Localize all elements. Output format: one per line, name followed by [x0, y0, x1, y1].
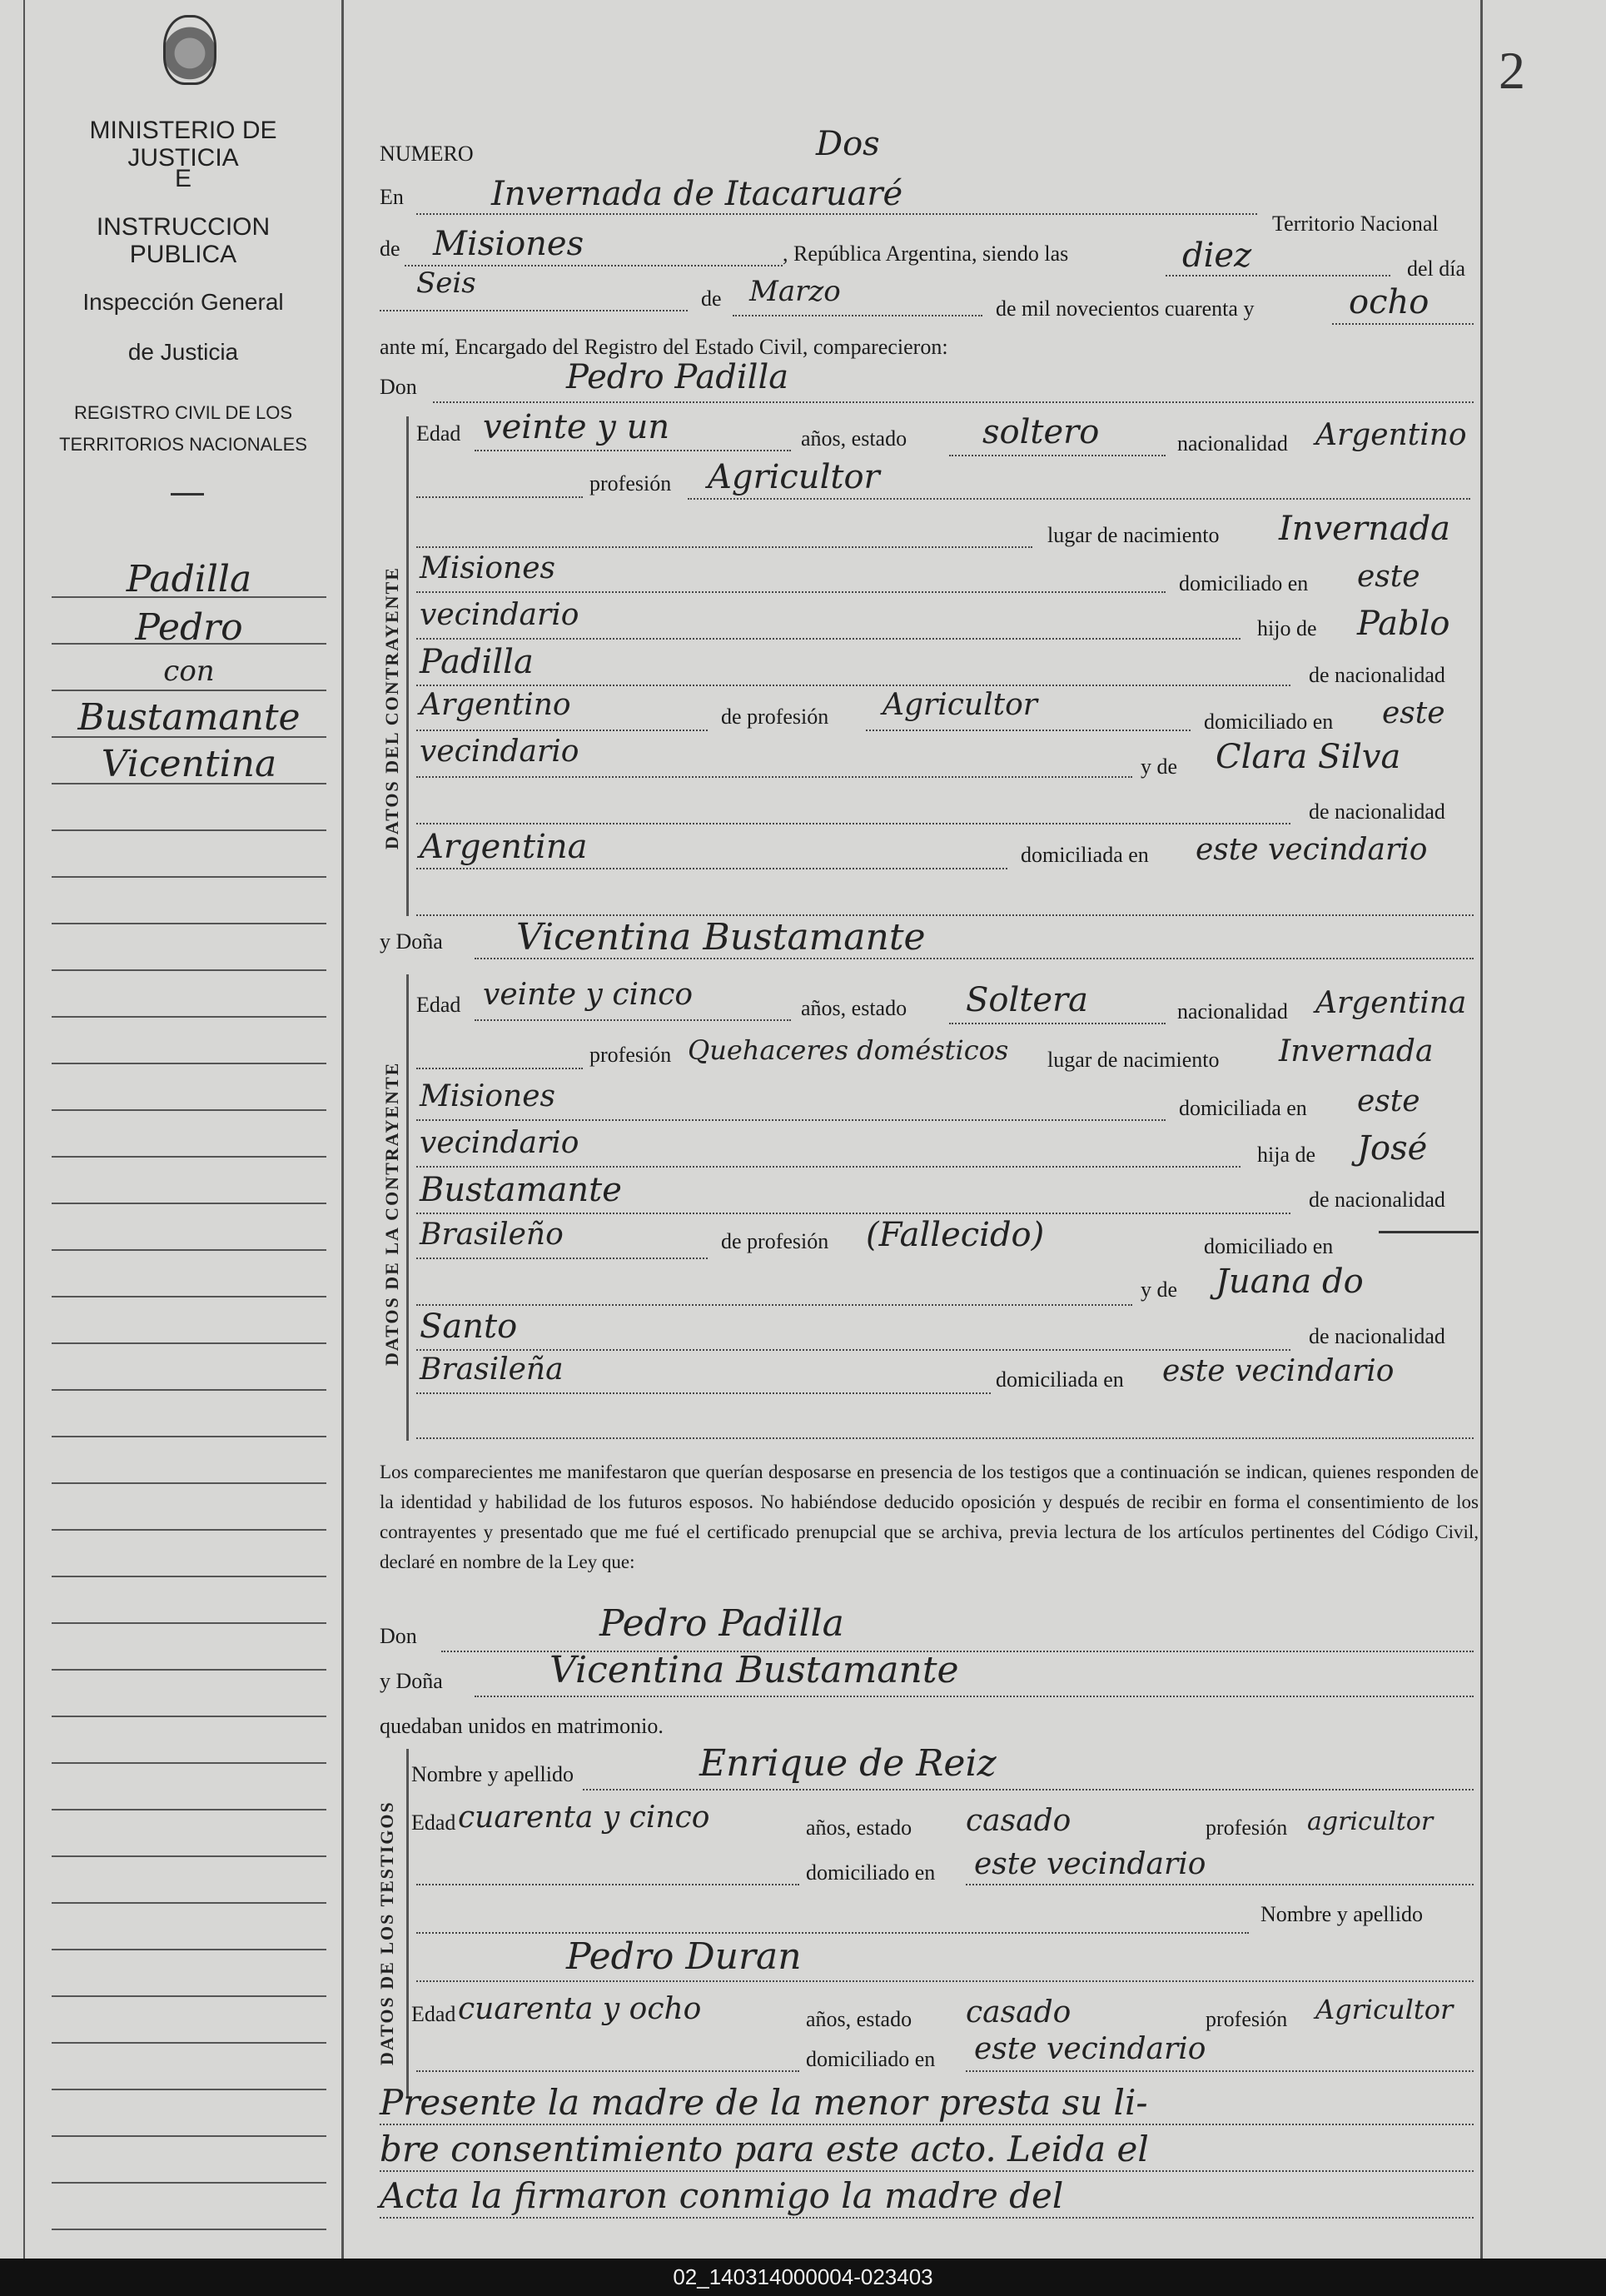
republica-text: , República Argentina, siendo las	[783, 242, 1069, 266]
de-mes-label: de	[701, 286, 722, 311]
contrayenta-padre-dom-cont-line	[416, 1304, 1132, 1306]
contrayente-dom-label: domiciliado en	[1179, 571, 1309, 595]
contrayente-edad-label: Edad	[416, 421, 461, 446]
image-id-footer: 02_140314000004-023403	[0, 2259, 1606, 2296]
margin-note-surname: Padilla	[126, 558, 252, 600]
contrayenta-padre-dom-label: domiciliado en	[1204, 1234, 1334, 1258]
contrayente-edad-line	[475, 450, 791, 451]
contrayente-estado-line	[949, 455, 1166, 456]
margin-note-con: con	[163, 655, 215, 688]
contrayenta-padre-nac-line	[416, 1258, 708, 1259]
t2-edad-label: Edad	[411, 2002, 456, 2026]
hora-line	[1166, 275, 1390, 276]
margin-ruled-line	[52, 1016, 326, 1018]
margin-ruled-line	[52, 1529, 326, 1531]
margin-ruled-line	[52, 1109, 326, 1111]
don-line	[433, 401, 1474, 403]
margin-ruled-line	[52, 1156, 326, 1158]
t2-nombre-value: Pedro Duran	[566, 1935, 802, 1978]
contrayenta-prof-pre-line	[416, 1068, 583, 1069]
contrayente-padre-nac-label: de nacionalidad	[1309, 663, 1445, 687]
contrayenta-lugar-value: Invernada	[1279, 1034, 1434, 1068]
contrayenta-madre-cont-line	[416, 1349, 1290, 1351]
closing-note-line-1: Presente la madre de la menor presta su li-	[380, 2082, 1148, 2123]
contrayente-padre-nac-value: Argentino	[420, 688, 571, 722]
margin-ruled-line	[52, 1762, 326, 1764]
registry-title: REGISTRO CIVIL DE LOS	[73, 402, 293, 423]
anio-line	[1332, 323, 1474, 325]
contrayenta-padre-cont-line	[416, 1213, 1290, 1214]
margin-ruled-line	[52, 690, 326, 691]
t2-dom-value: este vecindario	[974, 2032, 1206, 2066]
margin-ruled-line	[52, 1622, 326, 1624]
contrayenta-estado-line	[949, 1023, 1166, 1024]
t2-profesion-label: profesión	[1206, 2007, 1288, 2031]
contrayente-madre-nac-label: de nacionalidad	[1309, 799, 1445, 824]
contrayenta-padre-cont: Bustamante	[420, 1171, 622, 1209]
margin-ruled-line	[52, 1296, 326, 1297]
t2-dom-pre-line	[416, 2070, 799, 2072]
t2-edad-value: cuarenta y ocho	[458, 1992, 702, 2026]
margin-ruled-line	[52, 1949, 326, 1950]
t1-edad-value: cuarenta y cinco	[458, 1800, 710, 1835]
closing-line-3-rule	[380, 2217, 1474, 2219]
contrayente-bracket	[406, 416, 409, 916]
ministry-subtitle: INSTRUCCION PUBLICA	[96, 213, 271, 268]
margin-ruled-line	[52, 1576, 326, 1577]
t1-nombre-line	[583, 1789, 1474, 1790]
contrayenta-padre-prof-label: de profesión	[721, 1229, 829, 1253]
testigos-section-label: DATOS DE LOS TESTIGOS	[376, 1800, 397, 2065]
margin-ruled-line	[52, 2229, 326, 2230]
t1-edad-label: Edad	[411, 1810, 456, 1835]
contrayente-padre-prof-value: Agricultor	[883, 688, 1037, 722]
contrayenta-dom-cont: vecindario	[420, 1126, 579, 1160]
contrayente-madre-dom-label: domiciliada en	[1021, 843, 1149, 867]
contrayenta-blank-line	[416, 1437, 1474, 1439]
margin-ruled-line	[52, 1902, 326, 1904]
contrayenta-padre-nac-value: Brasileño	[420, 1218, 564, 1252]
contrayenta-nac-label: nacionalidad	[1177, 999, 1288, 1023]
margin-ruled-line	[52, 643, 326, 645]
contrayenta-estado-value: Soltera	[966, 981, 1088, 1019]
numero-value: Dos	[816, 125, 880, 163]
closing-note-line-2: bre consentimiento para este acto. Leida el	[380, 2129, 1149, 2169]
contrayente-lugar-value: Invernada	[1279, 510, 1451, 548]
contrayenta-edad-label: Edad	[416, 993, 461, 1017]
contrayenta-padre-prof-value: (Fallecido)	[866, 1216, 1045, 1254]
contrayente-lugar-label: lugar de nacimiento	[1047, 523, 1220, 547]
de-label: de	[380, 237, 400, 261]
contrayente-section-label: DATOS DEL CONTRAYENTE	[381, 566, 402, 849]
margin-ruled-line	[52, 1249, 326, 1251]
mes-value: Marzo	[749, 275, 841, 308]
ministry-conjunction: E	[174, 165, 191, 192]
margin-note-bride-name: Vicentina	[101, 743, 277, 785]
contrayente-prof-value: Agricultor	[708, 458, 880, 496]
contrayenta-lugar-cont: Misiones	[420, 1079, 556, 1113]
ante-text: ante mí, Encargado del Registro del Estado Civil, comparecieron:	[380, 335, 948, 359]
t2-dom-label: domiciliado en	[806, 2047, 936, 2071]
t2-anios-label: años, estado	[806, 2007, 912, 2031]
contrayente-madre-nac-line	[416, 868, 1007, 869]
margin-ruled-line	[52, 829, 326, 831]
contrayente-hijo-label: hijo de	[1257, 616, 1317, 640]
de-value: Misiones	[433, 225, 584, 263]
contrayenta-nac-value: Argentina	[1315, 986, 1467, 1020]
contrayenta-bracket	[406, 974, 409, 1441]
dia-value: Seis	[416, 266, 476, 300]
t2-profesion-value: Agricultor	[1315, 1994, 1454, 2025]
don-value: Pedro Padilla	[566, 358, 789, 396]
t1-dom-label: domiciliado en	[806, 1860, 936, 1885]
t1-dom-value: este vecindario	[974, 1847, 1206, 1881]
don-label: Don	[380, 375, 417, 399]
closing-line-1-rule	[380, 2124, 1474, 2125]
margin-ruled-line	[52, 1342, 326, 1344]
anio-text: de mil novecientos cuarenta y	[996, 296, 1255, 321]
sidebar-rule	[171, 493, 204, 496]
contrayente-anios-label: años, estado	[801, 426, 907, 451]
margin-ruled-line	[52, 1669, 326, 1671]
contrayente-padre-prof-label: de profesión	[721, 705, 829, 729]
hora-value: diez	[1182, 237, 1252, 275]
contrayenta-lugar-cont-line	[416, 1119, 1166, 1121]
t1-profesion-label: profesión	[1206, 1815, 1288, 1840]
t1-dom-pre-line	[416, 1884, 799, 1885]
t2-estado-value: casado	[966, 1995, 1071, 2030]
contrayente-padre-value: Pablo	[1357, 605, 1450, 643]
margin-ruled-line	[52, 783, 326, 784]
contrayente-madre-cont-line	[416, 823, 1290, 824]
en-line	[416, 213, 1257, 215]
justice-subtitle: de Justicia	[127, 339, 239, 365]
contrayenta-lugar-label: lugar de nacimiento	[1047, 1048, 1220, 1072]
margin-ruled-line	[52, 1995, 326, 1997]
t2-dom-line	[966, 2070, 1474, 2072]
contrayenta-section-label: DATOS DE LA CONTRAYENTE	[381, 1061, 402, 1366]
margin-ruled-line	[52, 2089, 326, 2090]
margin-ruled-line	[52, 1809, 326, 1810]
anio-value: ocho	[1349, 283, 1429, 321]
margin-ruled-line	[52, 1436, 326, 1437]
coat-of-arms-icon	[163, 15, 216, 85]
contrayenta-dom-label: domiciliada en	[1179, 1096, 1307, 1120]
inspection-title: Inspección General	[82, 289, 284, 315]
sidebar-divider-rule	[341, 0, 344, 2259]
margin-ruled-line	[52, 736, 326, 738]
margin-note-name: Pedro	[135, 606, 243, 649]
decl-dona-line	[475, 1696, 1474, 1697]
contrayenta-madre-nac-value: Brasileña	[420, 1352, 564, 1387]
contrayente-padre-cont: Padilla	[420, 643, 534, 681]
contrayente-lugar-cont-line	[416, 591, 1166, 593]
contrayenta-madre-nac-label: de nacionalidad	[1309, 1324, 1445, 1348]
margin-ruled-line	[52, 2135, 326, 2137]
t1-estado-value: casado	[966, 1804, 1071, 1838]
decl-dona-value: Vicentina Bustamante	[549, 1649, 959, 1691]
del-dia-label: del día	[1407, 256, 1466, 281]
contrayenta-edad-line	[475, 1019, 791, 1021]
contrayente-lugar-pre-line	[416, 546, 1032, 548]
contrayenta-dom-value: este	[1357, 1084, 1420, 1118]
contrayente-padre-dom-label: domiciliado en	[1204, 710, 1334, 734]
contrayente-nac-label: nacionalidad	[1177, 431, 1288, 456]
en-value: Invernada de Itacaruaré	[491, 175, 903, 213]
left-margin-rule	[23, 0, 25, 2259]
contrayente-dom-cont-line	[416, 638, 1241, 640]
margin-ruled-line	[52, 596, 326, 598]
contrayente-prof-pre-line	[416, 496, 583, 498]
closing-line-2-rule	[380, 2170, 1474, 2172]
t2-nombre-label: Nombre y apellido	[1260, 1902, 1423, 1926]
decl-don-value: Pedro Padilla	[599, 1602, 844, 1645]
unidos-text: quedaban unidos en matrimonio.	[380, 1714, 664, 1738]
margin-ruled-line	[52, 969, 326, 971]
contrayenta-padre-value: José	[1357, 1129, 1428, 1168]
contrayenta-anios-label: años, estado	[801, 996, 907, 1020]
margin-ruled-line	[52, 923, 326, 924]
contrayente-dom-value: este	[1357, 560, 1420, 594]
contrayente-padre-dom-value: este	[1382, 696, 1445, 730]
closing-note-line-3: Acta la firmaron conmigo la madre del	[380, 2175, 1064, 2216]
decl-dona-label: y Doña	[380, 1669, 443, 1693]
t2-nombre-pre-line	[416, 1932, 1249, 1934]
contrayenta-edad-value: veinte y cinco	[483, 978, 694, 1012]
t1-profesion-value: agricultor	[1307, 1807, 1434, 1836]
contrayente-y-de-label: y de	[1141, 755, 1178, 779]
margin-ruled-line	[52, 1716, 326, 1717]
contrayente-madre-value: Clara Silva	[1216, 738, 1401, 776]
mes-line	[733, 315, 982, 316]
t1-nombre-value: Enrique de Reiz	[699, 1742, 997, 1785]
contrayente-nac-value: Argentino	[1315, 418, 1467, 452]
margin-note-bride-surname: Bustamante	[77, 696, 301, 739]
margin-ruled-line	[52, 2182, 326, 2184]
t2-nombre-line	[416, 1980, 1474, 1982]
contrayenta-prof-value: Quehaceres domésticos	[688, 1034, 1009, 1066]
contrayenta-madre-dom-label: domiciliada en	[996, 1367, 1124, 1392]
margin-ruled-line	[52, 1063, 326, 1064]
contrayenta-madre-cont: Santo	[420, 1307, 518, 1346]
margin-ruled-line	[52, 1482, 326, 1484]
margin-ruled-line	[52, 1855, 326, 1857]
contrayente-madre-dom-value: este vecindario	[1196, 833, 1428, 867]
contrayenta-padre-nac-label: de nacionalidad	[1309, 1188, 1445, 1212]
declaration-paragraph: Los comparecientes me manifestaron que querían desposarse en presencia de los testigos que a continuación se indican, quienes responden de la identidad y habilidad de los futuros esposos. No habiéndose deducido oposición y después de recibir en forma el consentimiento de los contrayentes y presentado que me fué el certificado prenupcial que se archiva, previa lectura de los artículos pertinentes del Código Civil, declaré en nombre de la Ley que:	[380, 1462, 1479, 1572]
contrayente-padre-dom-cont-line	[416, 776, 1132, 778]
margin-ruled-line	[52, 876, 326, 878]
dona-value: Vicentina Bustamante	[516, 916, 926, 959]
margin-ruled-line	[52, 1389, 326, 1391]
en-label: En	[380, 185, 404, 209]
dona-label: y Doña	[380, 929, 443, 954]
margin-ruled-line	[52, 2042, 326, 2044]
contrayente-padre-prof-line	[866, 730, 1191, 731]
decl-don-label: Don	[380, 1624, 417, 1648]
testigos-bracket	[406, 1749, 409, 2099]
contrayente-dom-cont: vecindario	[420, 598, 579, 632]
contrayente-padre-dom-cont: vecindario	[420, 735, 579, 769]
margin-ruled-line	[52, 1203, 326, 1204]
right-margin-rule	[1480, 0, 1483, 2259]
contrayente-padre-nac-line	[416, 730, 708, 731]
contrayente-lugar-cont: Misiones	[420, 551, 556, 585]
contrayente-padre-cont-line	[416, 685, 1290, 686]
t1-nombre-label: Nombre y apellido	[411, 1762, 574, 1786]
registry-subtitle: TERRITORIOS NACIONALES	[59, 434, 307, 455]
contrayenta-y-de-label: y de	[1141, 1277, 1178, 1302]
contrayente-prof-label: profesión	[589, 471, 672, 496]
t1-dom-line	[966, 1884, 1474, 1885]
territorio-label: Territorio Nacional	[1272, 212, 1439, 236]
contrayenta-padre-dom-dash	[1379, 1231, 1479, 1233]
contrayenta-prof-label: profesión	[589, 1043, 672, 1067]
contrayenta-dom-cont-line	[416, 1166, 1241, 1168]
contrayenta-hija-label: hija de	[1257, 1143, 1316, 1167]
contrayente-prof-line	[688, 498, 1470, 500]
contrayente-estado-value: soltero	[982, 413, 1100, 451]
t1-anios-label: años, estado	[806, 1815, 912, 1840]
dia-line	[380, 310, 688, 311]
contrayente-edad-value: veinte y un	[483, 408, 670, 446]
contrayente-madre-nac-value: Argentina	[420, 828, 588, 866]
page-number: 2	[1499, 41, 1525, 100]
ministry-title: MINISTERIO DE JUSTICIA	[89, 117, 277, 172]
contrayenta-madre-nac-line	[416, 1392, 991, 1394]
contrayenta-madre-dom-value: este vecindario	[1162, 1354, 1395, 1388]
numero-label: NUMERO	[380, 142, 474, 166]
contrayenta-madre-value: Juana do	[1216, 1263, 1364, 1301]
